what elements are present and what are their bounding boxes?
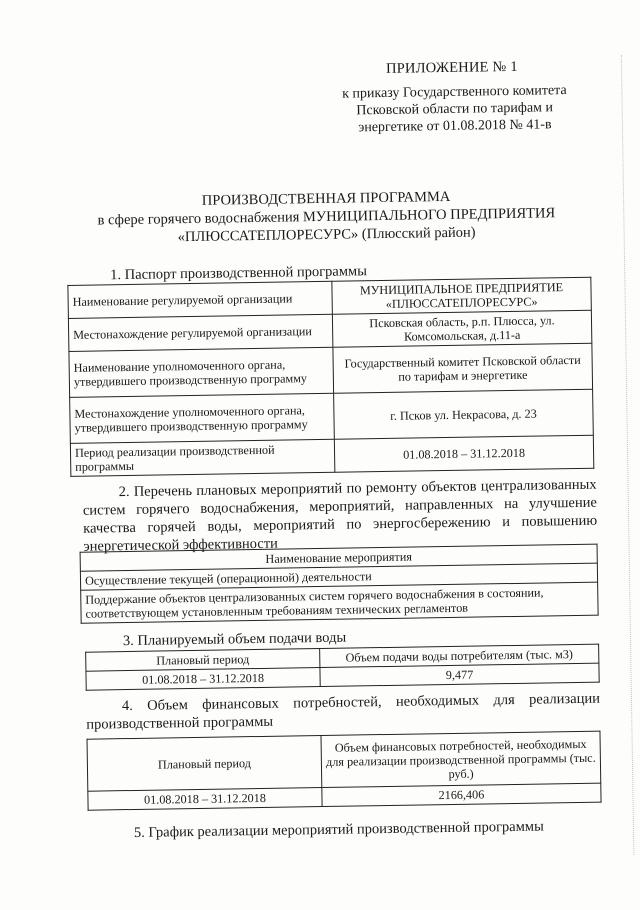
row-label: Период реализации производственной программы bbox=[70, 439, 334, 476]
row-value: 01.08.2018 – 31.12.2018 bbox=[334, 435, 593, 472]
table-header-row bbox=[87, 731, 601, 791]
row-value: Псковская область, р.п. Плюсса, ул. Комсомольская, д.11-а bbox=[332, 310, 591, 347]
finance-table bbox=[87, 731, 602, 811]
section1-heading: 1. Паспорт производственной программы bbox=[110, 263, 368, 284]
column-header: Плановый период bbox=[86, 649, 320, 672]
order-line: Псковской области по тарифам и bbox=[356, 100, 554, 119]
table-row bbox=[70, 389, 594, 443]
section2-text: 2. Перечень плановых мероприятий по ремонту объектов централизованных систем горячего водоснабжения, мероприятий, направленных на улучшение качества горячей воды, мероприятий по энергосбережению и повышению энергетической эффективности bbox=[82, 476, 598, 555]
section5-heading: 5. График реализации мероприятий производственной программы bbox=[133, 818, 544, 841]
section4-heading bbox=[86, 690, 601, 734]
finance-cell: 2166,406 bbox=[322, 783, 601, 806]
column-header: Наименование мероприятия bbox=[80, 544, 597, 571]
row-label: Местонахождение регулируемой организации bbox=[68, 314, 332, 351]
period-cell: 01.08.2018 – 31.12.2018 bbox=[86, 668, 320, 691]
measure-item: Осуществление текущей (операционной) деятельности bbox=[80, 563, 597, 590]
row-label: Наименование уполномоченного органа, утвердившего производственную программу bbox=[69, 347, 334, 397]
passport-table bbox=[67, 277, 594, 477]
section4-text: 4. Объем финансовых потребностей, необходимых для реализации производственной программы bbox=[86, 690, 601, 733]
row-value: МУНИЦИПАЛЬНОЕ ПРЕДПРИЯТИЕ «ПЛЮССАТЕПЛОРЕСУРС» bbox=[332, 277, 591, 314]
table-row bbox=[69, 343, 593, 397]
column-header: Объем подачи воды потребителям (тыс. м3) bbox=[320, 644, 599, 667]
volume-cell: 9,477 bbox=[320, 663, 599, 686]
document-title bbox=[66, 186, 587, 248]
section2-heading bbox=[83, 476, 598, 556]
row-value: г. Псков ул. Некрасова, д. 23 bbox=[334, 389, 594, 439]
scan-edge-mark bbox=[621, 55, 637, 855]
measure-item: Поддержание объектов централизованных систем горячего водоснабжения в состоянии, соответствующем установленным требованиям технических регламентов bbox=[81, 582, 598, 623]
row-label: Местонахождение уполномоченного органа, утвердившего производственную программу bbox=[70, 393, 335, 443]
measures-table bbox=[80, 544, 599, 624]
order-line: энергетике от 01.08.2018 № 41-в bbox=[358, 117, 552, 136]
table-row bbox=[70, 435, 593, 476]
section3-heading: 3. Планируемый объем подачи воды bbox=[122, 629, 347, 650]
period-cell: 01.08.2018 – 31.12.2018 bbox=[88, 788, 322, 811]
title-line: в сфере горячего водоснабжения МУНИЦИПАЛЬНОГО ПРЕДПРИЯТИЯ bbox=[97, 205, 556, 229]
title-line: «ПЛЮССАТЕПЛОРЕСУРС» (Плюсский район) bbox=[177, 224, 476, 246]
water-volume-table bbox=[85, 644, 600, 691]
title-line: ПРОИЗВОДСТВЕННАЯ ПРОГРАММА bbox=[201, 188, 451, 209]
appendix-label: ПРИЛОЖЕНИЕ № 1 bbox=[385, 58, 518, 77]
column-header: Плановый период bbox=[87, 736, 322, 792]
order-line: к приказу Государственного комитета bbox=[342, 83, 567, 102]
order-reference bbox=[324, 82, 585, 137]
row-value: Государственный комитет Псковской области по тарифам и энергетике bbox=[333, 343, 593, 393]
row-label: Наименование регулируемой организации bbox=[68, 281, 332, 318]
table-row bbox=[81, 582, 598, 623]
column-header: Объем финансовых потребностей, необходимых для реализации производственной программы (тыс. руб.) bbox=[321, 731, 601, 787]
